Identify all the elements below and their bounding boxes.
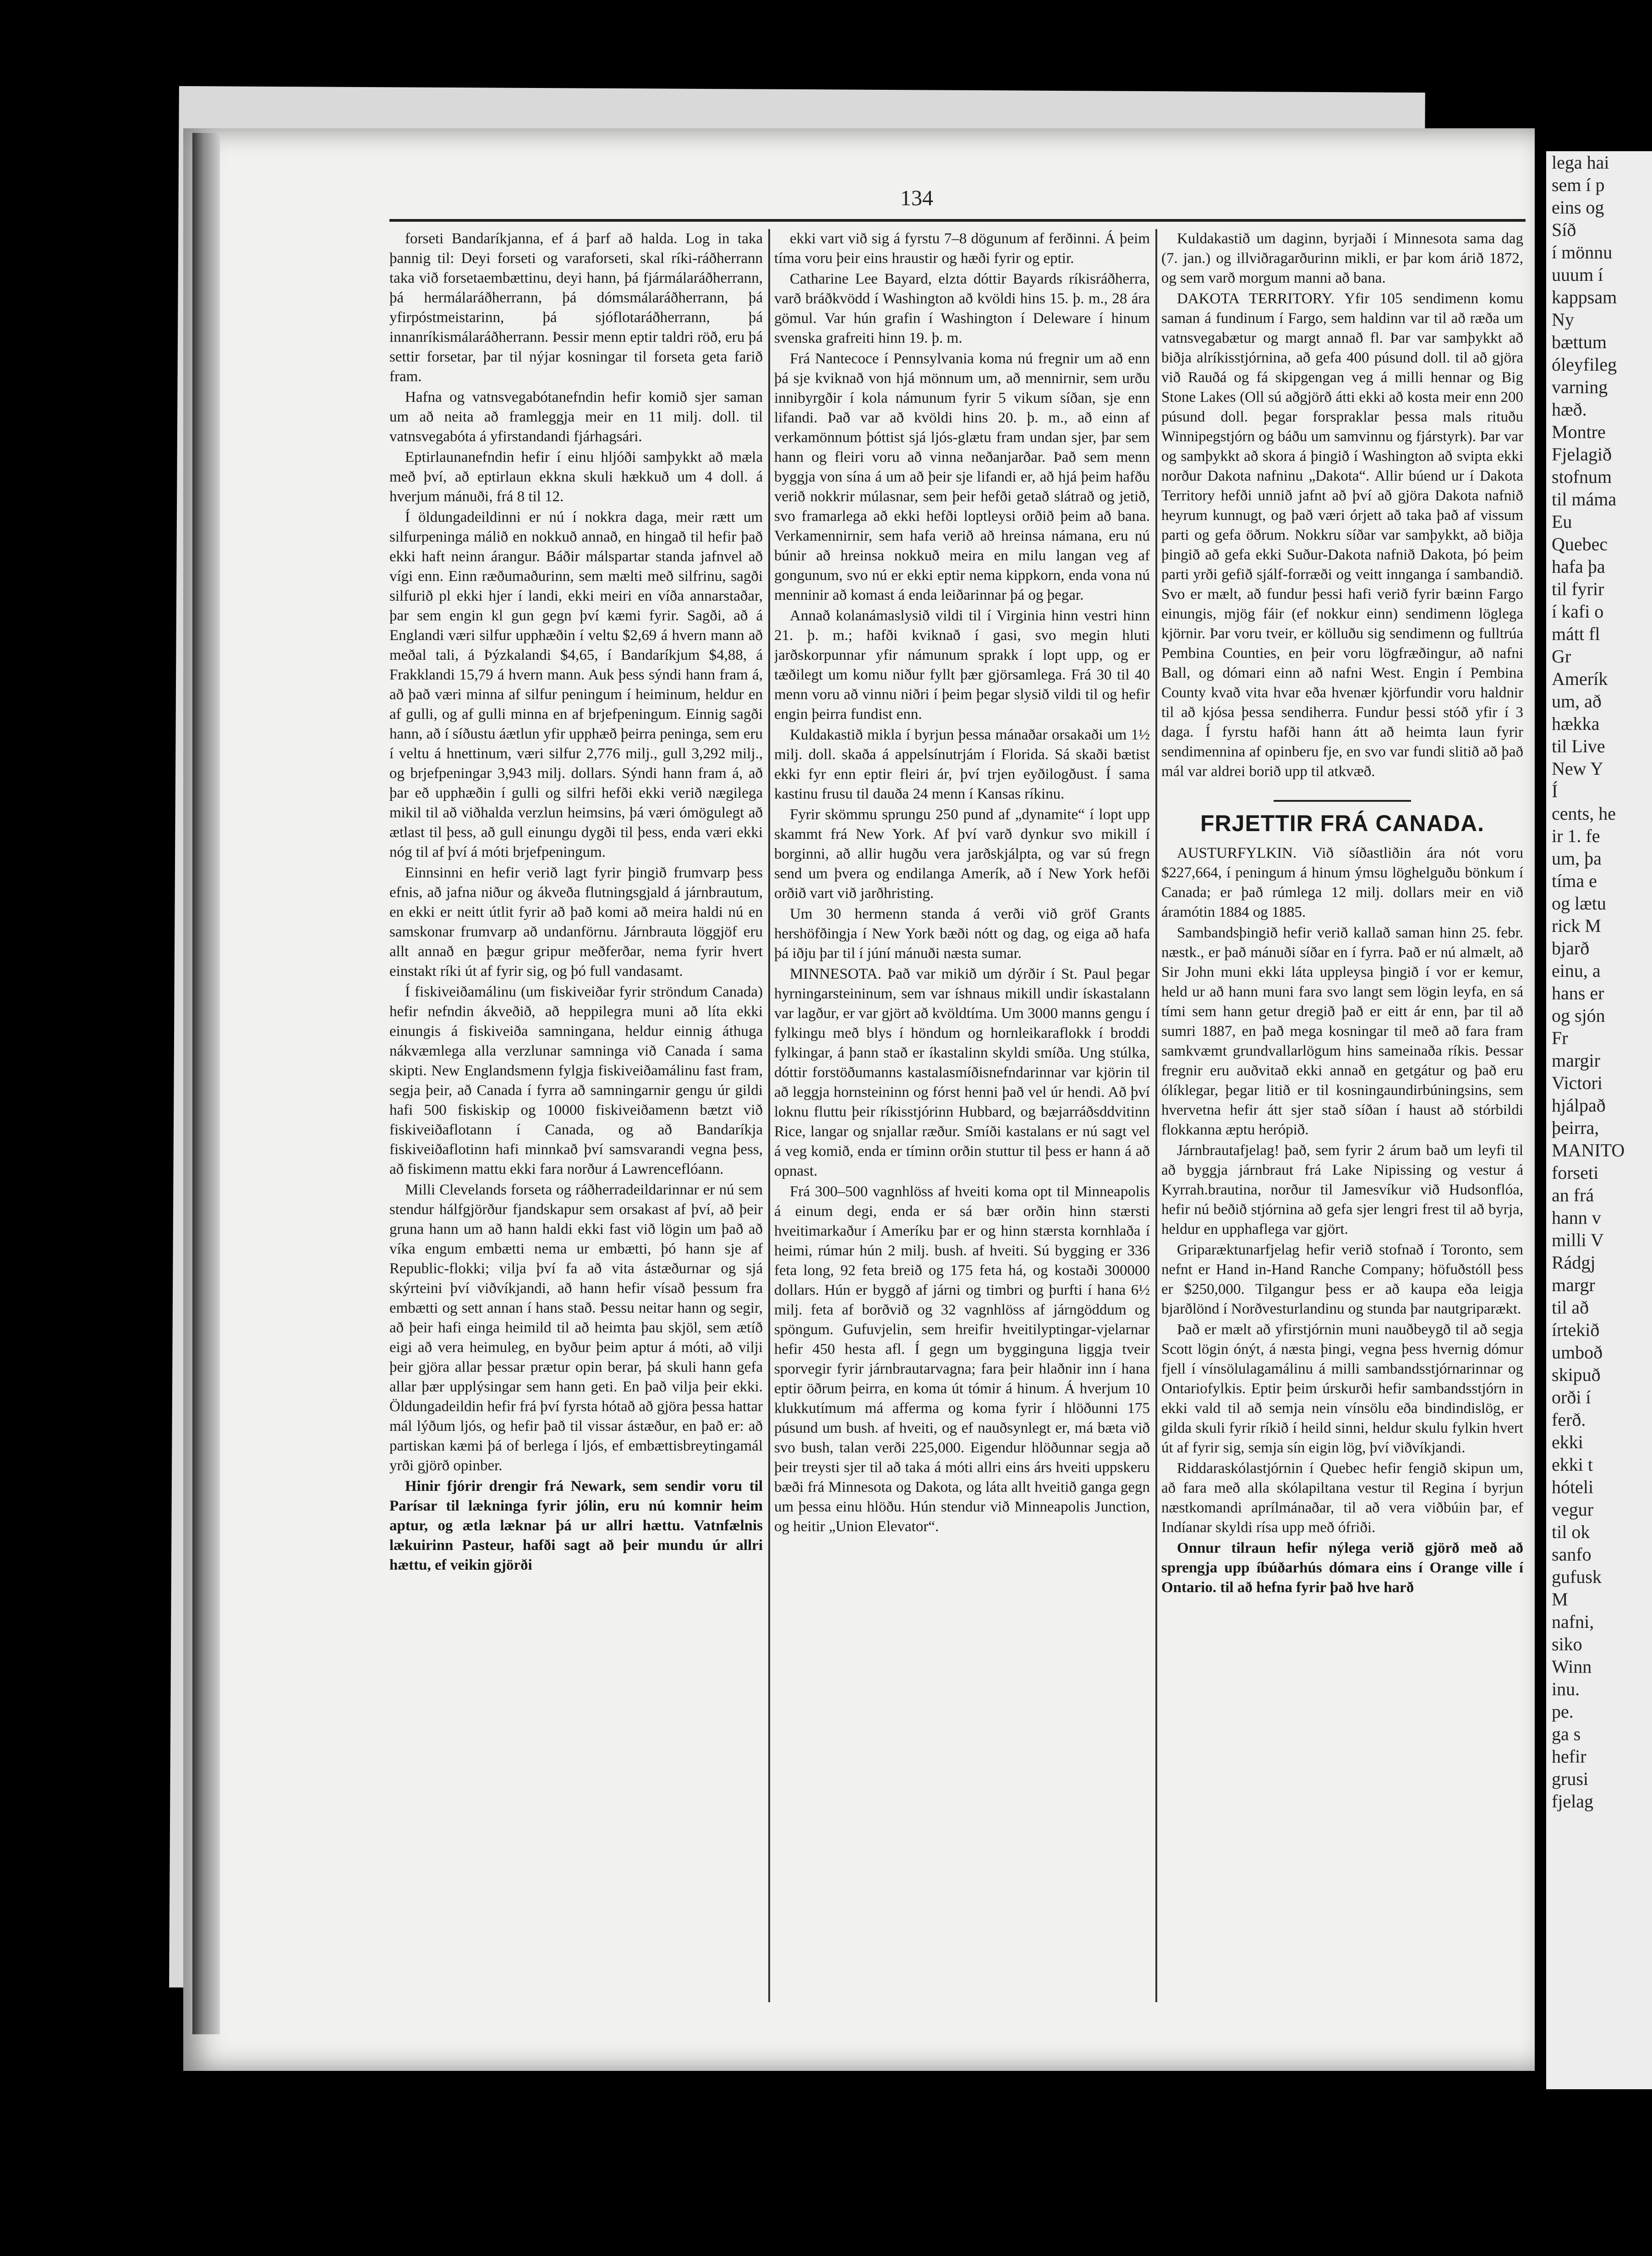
next-page-line: í mönnu <box>1552 242 1613 263</box>
column-1-paragraph: forseti Bandaríkjanna, ef á þarf að halda. Log in taka þannig til: Deyi forseti og varaforseti, skal ríki-ráðherrann taka við forsetaembættinu, deyi hann, þá fjármálaráðherrann, þá hermálaráðherrann, þá dómsmálaráðherrann, þá yfirpóstmeistarinn, þá sjóflotaráðherrann, þá innanríkismálaráðherrann. Þessir menn eptir taldri röð, eru þá settir forsetar, þar til nýjar kosningar til forseta geta farið fram. <box>389 230 763 385</box>
next-page-line: MANITO <box>1552 1140 1625 1161</box>
next-page-line: um, að <box>1552 691 1602 712</box>
next-page-line: Montre <box>1552 422 1606 442</box>
column-3-paragraph: AUSTURFYLKIN. Við síðastliðin ára nót voru $227,664, í peningum á hinum ýmsu löghelguðu bönkum í Canada; er það rúmlega 12 milj. dollars meir en við áramótin 1884 og 1885. <box>1161 845 1523 920</box>
next-page-line: margr <box>1552 1275 1595 1295</box>
next-page-line: siko <box>1552 1634 1582 1654</box>
column-1-paragraph: Eptirlaunanefndin hefir í einu hljóði samþykkt að mæla með því, að eptirlaun ekkna skuli hækkuð um 4 doll. á hverjum mánuði, frá 8 til 12. <box>389 449 763 505</box>
column-2-paragraph: Frá 300–500 vagnhlöss af hveiti koma opt til Minneapolis á einum degi, enda er sá bær orðin hinn stærsti hveitimarkaður í Ameríku þar er og hinn stærsta kornhlaða í heimi, rúmar hún 2 milj. bush. af hveiti. Sú bygging er 336 feta long, 92 feta breið og 175 feta há, og kostaði 300000 dollars. Hún er byggð af járni og timbri og þurfti í hana 6½ milj. feta af borðvið og 32 vagnhlöss af járngöddum og spöngum. Gufuvjelin, sem hreifir hveitilyptingar-vjelarnar hefir 450 hesta afl. Í gegn um bygginguna liggja tveir sporvegir fyrir járnbrautarvagna; fara þeir hlaðnir inn í hana eptir öðrum þeirra, en koma út tómir á hinum. Á hverjum 10 klukkutímum má afferma og koma fyrir í hlöðunni 175 púsund um bush. af hveiti, og ef nauðsynlegt er, má bæta við svo bush, talan verði 225,000. Eigendur hlöðunnar segja að þeir treysti sjer til að taka á móti allri eins árs hveiti uppskeru bæði frá Minnesota og Dakota, og láta allt hveitið ganga gegn um þessa einu hlöðu. Hún stendur við Minneapolis Junction, og heitir „Union Elevator“. <box>774 1183 1150 1535</box>
next-page-line: rick M <box>1552 915 1601 936</box>
next-page-line: um, þa <box>1552 848 1602 869</box>
next-page-line: margir <box>1552 1050 1600 1071</box>
next-page-line: hans er <box>1552 983 1604 1003</box>
next-page-line: ekki <box>1552 1432 1583 1452</box>
next-page-line: hann v <box>1552 1207 1601 1228</box>
next-page-line: í kafi o <box>1552 601 1604 622</box>
column-3-paragraph: Onnur tilraun hefir nýlega verið gjörð með að sprengja upp íbúðarhús dómara eins í Orange ville í Ontario. til að hefna fyrir það hve harð <box>1161 1540 1523 1596</box>
column-2-paragraph: Um 30 hermenn standa á verði við gröf Grants hershöfðingja í New York bæði nótt og dag, og eiga að hafa þá iðju þar til í júní mánuði næsta sumar. <box>774 906 1150 962</box>
next-page-line: Gr <box>1552 646 1571 667</box>
next-page-line: kappsam <box>1552 287 1617 307</box>
section-heading: FRJETTIR FRÁ CANADA. <box>1200 810 1484 836</box>
column-1-paragraph: Hinir fjórir drengir frá Newark, sem sendir voru til Parísar til lækninga fyrir jólin, eru nú komnir heim aptur, og ætla læknar þá ur allri hættu. Vatnfælnis lækuirinn Pasteur, hafði sagt að þeir mundu úr allri hættu, ef veikin gjörði <box>389 1478 763 1573</box>
next-page-line: orði í <box>1552 1387 1591 1407</box>
next-page-line: an frá <box>1552 1185 1594 1205</box>
next-page-line: hæð. <box>1552 399 1587 420</box>
next-page-line: pe. <box>1552 1701 1574 1722</box>
next-page-line: tíma e <box>1552 871 1597 891</box>
next-page-line: stofnum <box>1552 466 1612 487</box>
next-page-line: Í <box>1552 781 1558 801</box>
next-page-line: forseti <box>1552 1162 1599 1183</box>
next-page-line: þeirra, <box>1552 1117 1599 1138</box>
column-1-paragraph: Milli Clevelands forseta og ráðherradeildarinnar er nú sem stendur hálfgjörður fjandskapur sem orsakast af því, að þeir gruna hann um að hann haldi ekki fast við lögin um það að víka engum embætti nema ur embætti, þó hann sje af Republic-flokki; vilja því fa að vita ástæðurnar og sjá skýrteini því viðvíkjandi, að hann hefir vísað þessum fra embætti og sett annan í hans stað. Þessu neitar hann og segir, að þeir hafi einga heimild til að heimta þau skjöl, sem ætíð eigi að vera heimuleg, en byður þeim aptur á móti, að vilji þeir gjöra allar þessar prætur opin berar, þá skuli hann gefa allar þær upplýsingar sem hann geti. En það vilja þeir ekki. Öldungadeildin hefir frá því fyrsta hótað að gjöra þessa hattar mál lýðum ljós, og hefir það til vissar ástæður, en það er: að partiskan kæmi þá of berlega í ljós, ef embættisbreytingamál yrði gjörð opinber. <box>389 1182 763 1474</box>
next-page-line: óleyfileg <box>1552 354 1617 375</box>
next-page-line: skipuð <box>1552 1364 1601 1385</box>
column-3-paragraph: Griparæktunarfjelag hefir verið stofnað í Toronto, sem nefnt er Hand in-Hand Ranche Company; höfuðstóll þess er $250,000. Tilgangur þess er að kaupa eða leigja bjarðlönd í Norðvesturlandinu og stunda þar nautgriparækt. <box>1161 1242 1523 1317</box>
header-rule <box>389 219 1526 222</box>
next-page-line: eins og <box>1552 197 1604 218</box>
next-page-line: gufusk <box>1552 1566 1602 1587</box>
next-page-line: fjelag <box>1552 1791 1594 1812</box>
column-3-paragraph: Kuldakastið um daginn, byrjaði í Minnesota sama dag (7. jan.) og illviðragarðurinn mikli, er þar kom árið 1872, og sem varð morgum manni að bana. <box>1161 230 1523 286</box>
next-page-line: til ok <box>1552 1522 1590 1542</box>
column-1-paragraph: Hafna og vatnsvegabótanefndin hefir komið sjer saman um að neita að framleggja meir en 11 milj. doll. til vatnsvegabóta á yfirstandandi fjárhagsári. <box>389 389 763 445</box>
next-page-line: ga s <box>1552 1724 1581 1744</box>
next-page-line: uuum í <box>1552 264 1603 285</box>
column-3-paragraph: Járnbrautafjelag! það, sem fyrir 2 árum bað um leyfi til að byggja járnbraut frá Lake Nipissing og vestur á Kyrrah.brautina, norður til Jamesvíkur við Hudsonflóa, hefir nú beðið stjórnina að gefa sjer lengri frest til að byrja, heldur en upphaflega var gjört. <box>1161 1142 1523 1238</box>
next-page-line: vegur <box>1552 1499 1594 1520</box>
column-1-paragraph: Einnsinni en hefir verið lagt fyrir þingið frumvarp þess efnis, að jafna niður og ákveða flutningsgjald á járnbrautum, en ekki er neitt útlit fyrir að það komi að meira haldi nú en samskonar frumvarp að undanförnu. Járnbrauta löggjöf eru allt annað en þægur gripur meðferðar, nema fyrir hvert einstakt ríki út af fyrir sig, og þó full vandasamt. <box>389 865 763 980</box>
next-page-line: Victori <box>1552 1073 1603 1093</box>
next-page-line: ekki t <box>1552 1454 1593 1475</box>
column-3-paragraph: Riddaraskólastjórnin í Quebec hefir fengið skipun um, að fara með alla skólapiltana vestur til Regina í byrjun næstkomandi aprílmánaðar, til að vera viðbúin þar, ef Indíanar skyldi rísa upp með ófriði. <box>1161 1460 1523 1536</box>
page-number: 134 <box>900 186 933 210</box>
next-page-line: grusi <box>1552 1769 1588 1789</box>
column-2-paragraph: Frá Nantecoce í Pennsylvania koma nú fregnir um að enn þá sje kviknað von hjá mönnum um, að mennirnir, sem urðu innibyrgðir í kola námunum fyrir 5 vikum síðan, sje enn lifandi. Það var að kvöldi hins 20. þ. m., að einn af verkamönnum þóttist sjá ljós-glætu fram undan sjer, þar sem hann og fleiri voru að vinna neðanjarðar. Það sem menn byggja von sína á um að þeir sje lifandi er, að hjá þeim hafðu verið nokkrir múlasnar, sem þeir hefði getað slátrað og jetið, svo framarlega að ekki hefði loptleysi orðið þeim að bana. Verkamennirnir, sem hafa verið að hreinsa námana, eru nú búnir að hreinsa nokkuð meira en milu langan veg af gongunum, svo nú er ekki eptir nema kippkorn, enda vona nú menninir að komast á enda leiðarinnar þá og þegar. <box>774 350 1150 603</box>
next-page-line: einu, a <box>1552 960 1601 981</box>
next-page-line: hjálpað <box>1552 1095 1606 1116</box>
next-page-line: hefir <box>1552 1746 1586 1767</box>
next-page-line: og lætu <box>1552 893 1606 914</box>
next-page-line: M <box>1552 1589 1568 1610</box>
next-page-line: mátt fl <box>1552 624 1600 644</box>
next-page-line: Rádgj <box>1552 1252 1596 1273</box>
next-page-line: varning <box>1552 377 1608 397</box>
section-rule <box>1274 800 1411 802</box>
column-2-paragraph: Catharine Lee Bayard, elzta dóttir Bayards ríkisráðherra, varð bráðkvödd í Washington að kvöldi hins 15. þ. m., 28 ára gömul. Var hún grafin í Washington í Deleware í hinum svenska grafreiti hinn 19. þ. m. <box>774 271 1150 346</box>
next-page-line: bjarð <box>1552 938 1590 958</box>
next-page-line: Fjelagið <box>1552 444 1612 465</box>
next-page-line: og sjón <box>1552 1005 1605 1026</box>
next-page-line: ferð. <box>1552 1409 1586 1430</box>
next-page-line: sem í p <box>1552 175 1605 195</box>
column-1-paragraph: Í öldungadeildinni er nú í nokkra daga, meir rætt um silfurpeninga málið en nokkuð annað, en hingað til hefir það ekki haft neinn árangur. Báðir málspartar standa jafnvel að vígi enn. Einn ræðumaðurinn, sem mælti með silfrinu, sagði silfurið pl ekki hjer í landi, ekki meiri en víða annarstaðar, þar sem engin kl gun gegn því kæmi fyrir. Sagði, að á Englandi væri silfur upphæðin í veltu $2,69 á hvern mann að meðal tali, á Þýzkalandi $4,65, í Bandaríkjum $4,88, á Frakklandi 15,79 á hvern mann. Auk þess sýndi hann fram á, að það væri minna af silfur peningum í heiminum, heldur en af gulli, og af gulli minna en af brjefpeningum. Einnig sagði hann, að í síðustu áætlun yfir upphæð þeirra peninga, sem eru í veltu á hnettinum, væri silfur 2,776 milj., gull 3,292 milj., og brjefpeningar 3,943 milj. dollars. Sýndi hann fram á, að þar eð upphæðin í gulli og silfri hefði ekki verið nægilega mikil til að viðhalda verzlun heimsins, þá væri ómögulegt að ætlast til þess, að gull einungu dygði til þess, enda væri ekki nóg til af því á móti brjefpeningum. <box>389 509 763 860</box>
column-1 <box>389 229 763 2030</box>
binding-gutter <box>192 133 220 2034</box>
next-page-line: til fyrir <box>1552 579 1604 599</box>
next-page-line: Eu <box>1552 511 1572 532</box>
column-3 <box>1161 229 1523 2030</box>
next-page-line: ir 1. fe <box>1552 826 1600 846</box>
next-page-line: írtekið <box>1552 1320 1600 1340</box>
column-2-paragraph: MINNESOTA. Það var mikið um dýrðir í St. Paul þegar hyrningarsteininum, sem var íshnaus mikill undir ískastalann var lagður, er var gjört að kvöldtíma. Um 3000 manns gengu í fylkingu með blys í höndum og hornleikaraflokk í broddi fylkingar, á þann stað er íkastalinn skyldi smíða. Ung stúlka, dóttir forstöðumanns kastalasmíðisnefndarinnar var kjörin til að leggja hornsteininn og fórst henni það vel úr hendi. Að því loknu fluttu þeir ríkisstjórinn Hubbard, og bæjarráðsddvitinn Rice, langar og snjallar ræður. Smíði kastalans er nú sagt vel á veg komið, enda er tíminn orðin stuttur til þess er hann á að opnast. <box>774 966 1150 1179</box>
column-3-paragraph: DAKOTA TERRITORY. Yfir 105 sendimenn komu saman á fundinum í Fargo, sem haldinn var til að ræða um vatnsvegabætur og margt annað fl. Þar var samþykkt að biðja alríkisstjórnina, að gefa 400 púsund doll. til að gjöra við Rauðá og fá skipgengan veg á milli hennar og Big Stone Lakes (Oll sú aðgjörð átti ekki að kosta meir enn 200 púsund doll. þegar forspraklar þessa mals rituðu Winnipegstjórn og báðu um samvinnu og fjárstyrk). Þar var og samþykkt að skora á þingið í Washington að svipta ekki norður Dakota nafninu „Dakota“. Allir búend ur í Dakota Territory hefði unnið jafnt að því að gjöra Dakota nafnið heyrum kunnugt, og það væri órjett að taka það af vissum parti og gefa öðrum. Nokkru síðar var samþykkt, að biðja þingið að gefa ekki Suður-Dakota nafnið Dakota, þó þeim parti yrði gefið sjálf-forræði og veitt innganga í sambandið. Svo er mælt, að fundur þessi hafi verið fyrir bæinn Fargo einungis, mjög fáir (ef nokkur einn) sendimenn löglega kjörnir. Þar voru tveir, er kölluðu sig sendimenn og fulltrúa Pembina Counties, en þeir voru lögfræðingur, að nafni Ball, og dómari einn að nafni West. Engin í Pembina County kvað vita hvar eða hvenær kjörfundir voru haldnir til að kjósa þessa sendiherra. Fundur þessi stóð yfir í 3 daga. Í fyrstu hafði hann átt að heimta laun fyrir sendimennina af opinberu fje, en svo var fundi slitið að það mál var aldrei borið upp til atkvæð. <box>1161 290 1523 780</box>
next-page-line: lega hai <box>1552 152 1609 173</box>
column-2-paragraph: Annað kolanámaslysið vildi til í Virginia hinn vestri hinn 21. þ. m.; hafði kviknað í gasi, svo megin hluti jarðskorpunnar yfir námunum sprakk í lopt upp, og er tæðilegt um komu niður fyllt þær gjörsamlega. Frá 30 til 40 menn voru að vinnu niðri í þeim þegar slysið vildi til og hefir engin þeirra fundist enn. <box>774 608 1150 723</box>
next-page-line: Ny <box>1552 309 1574 330</box>
column-2 <box>774 229 1150 2030</box>
next-page-line: sanfo <box>1552 1544 1592 1565</box>
column-2-paragraph: ekki vart við sig á fyrstu 7–8 dögunum af ferðinni. Á þeim tíma voru þeir eins hraustir og hæði fyrir og eptir. <box>774 230 1150 267</box>
next-page-line: hóteli <box>1552 1477 1594 1497</box>
next-page-fragment <box>1542 151 1652 2089</box>
column-3-paragraph: Það er mælt að yfirstjórnin muni nauðbeygð til að segja Scott lögin ónýt, á næsta þingi, vegna þess hvernig dómur fjell í vínsölulagamálinu á milli sambandsstjórnarinnar og Ontariofylkis. Eptir þeim úrskurði hefir sambandsstjórn in ekki vald til að semja nein vínsölu eða bindindislög, er gilda skuli fyrir ríkið í heild sinni, heldur skulu fylkin hvert út af fyrir sig, semja sín eigin lög, því viðvíkjandi. <box>1161 1321 1523 1456</box>
next-page-line: til máma <box>1552 489 1617 509</box>
next-page-line: Quebec <box>1552 534 1608 554</box>
next-page-line: til að <box>1552 1297 1589 1318</box>
next-page-line: Winn <box>1552 1656 1592 1677</box>
column-divider <box>768 229 770 2002</box>
next-page-line: hækka <box>1552 713 1600 734</box>
column-2-paragraph: Kuldakastið mikla í byrjun þessa mánaðar orsakaði um 1½ milj. doll. skaða á appelsínutrjám í Florida. Sá skaði bætist ekki fyr enn eptir fleiri ár, því trjen eyðilogðust. Í sama kastinu frusu til dauða 24 menn í Kansas ríkinu. <box>774 727 1150 802</box>
next-page-line: til Live <box>1552 736 1605 756</box>
next-page-line: Amerík <box>1552 668 1608 689</box>
next-page-line: nafni, <box>1552 1611 1594 1632</box>
next-page-line: milli V <box>1552 1230 1604 1250</box>
next-page-line: inu. <box>1552 1679 1580 1699</box>
column-3-paragraph: Sambandsþingið hefir verið kallað saman hinn 25. febr. næstk., er það mánuði síðar en í fyrra. Það er nú almælt, að Sir John muni ekki láta uppleysa þingið í vor er kemur, held ur að hann muni fara svo langt sem lögin leyfa, en sá tími sem hann getur dregið það er eitt ár enn, þar til að sumri 1887, en það mega kosningar til með að fara fram samkvæmt grundvallarlögum hins sameinaða ríkis. Þessar fregnir eru auðvitað ekki annað en getgátur og það eru ólíklegar, þegar litið er til kosningaundirbúningsins, sem hvervetna hefir átt sjer stað síðan í haust að stórbildi flokkanna æptu herópið. <box>1161 925 1523 1138</box>
next-page-line: Fr <box>1552 1028 1568 1048</box>
next-page-line: hafa þa <box>1552 556 1605 577</box>
next-page-line: cents, he <box>1552 803 1616 824</box>
next-page-line: bættum <box>1552 332 1607 352</box>
column-2-paragraph: Fyrir skömmu sprungu 250 pund af „dynamite“ í lopt upp skammt frá New York. Af því varð dynkur svo mikill í borginni, að allir hugðu vera jarðskjálpta, og var sú fregn send um þvera og endilanga Amerík, að í New York hefði orðið vart við jarðhristing. <box>774 806 1150 902</box>
column-1-paragraph: Í fiskiveiðamálinu (um fiskiveiðar fyrir ströndum Canada) hefir nefndin ákveðið, að heppilegra muni að líta ekki einungis á fiskiveiða samningana, heldur einnig áthuga nákvæmlega alla verzlunar samninga við Canada í sama skipti. New Englandsmenn fylgja fiskiveiðamálinu fast fram, segja þeir, að Canada í fyrra að samningarnir gengu úr gildi hafi 500 fiskiskip og 10000 fiskiveiðamenn bætzt við fiskiveiðaflotann í Canada, og að Bandaríkja fiskiveiðaflotinn hafi minnkað því samsvarandi vegna þess, að fiskimenn mattu ekki fara norður á Lawrenceflóann. <box>389 984 763 1177</box>
next-page-line: New Y <box>1552 758 1603 779</box>
next-page-line: Síð <box>1552 219 1576 240</box>
next-page-line: umboð <box>1552 1342 1603 1363</box>
column-divider <box>1155 229 1157 2002</box>
